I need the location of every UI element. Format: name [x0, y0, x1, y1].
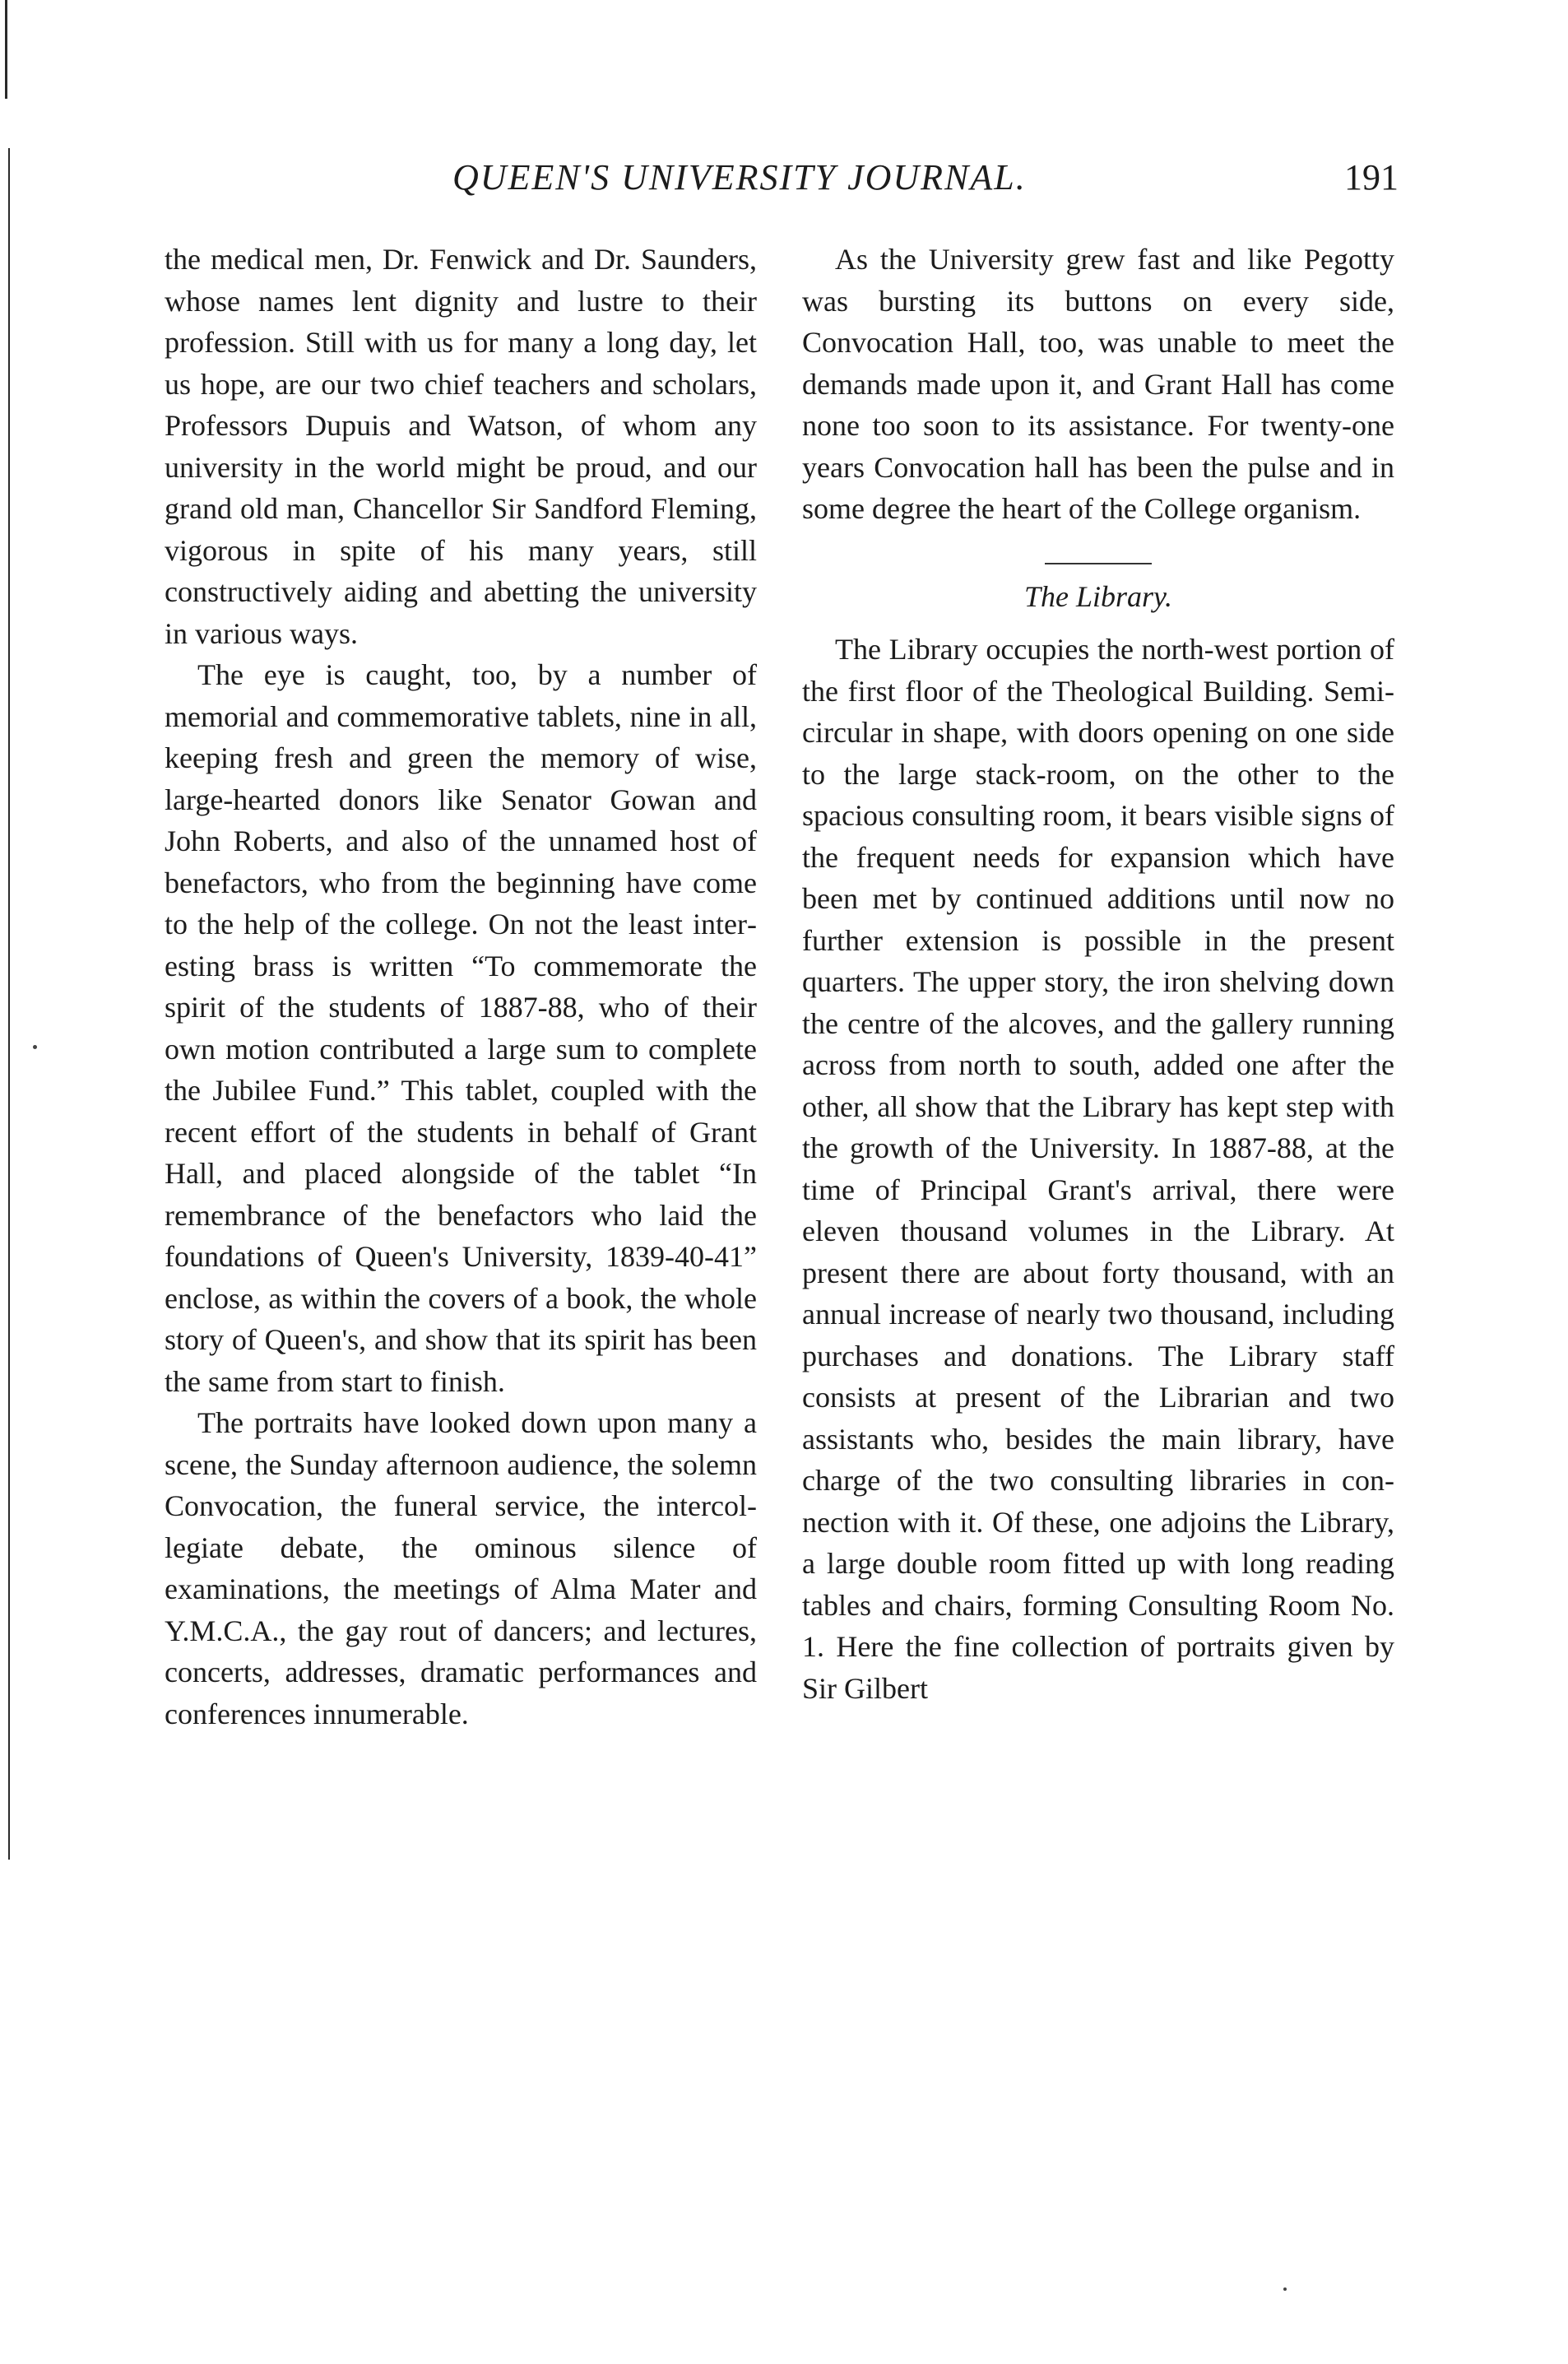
right-column — [802, 239, 1394, 1709]
scan-edge-mark — [8, 148, 10, 1860]
left-paragraph-2: The eye is caught, too, by a number of memorial and commemorative tablets, nine in all, keeping fresh and green the memory of wise, large-hearted donors like Senator Gowan and John Roberts, and also of the unnamed host of benefactors, who from the beginning have come to the help of the college. On not the least interesting brass is written “To commemorate the spirit of the students of 1887-88, who of their own motion contributed a large sum to complete the Jubilee Fund.” This tablet, coupled with the recent effort of the students in behalf of Grant Hall, and placed alongside of the tablet “In remembrance of the benefactors who laid the foundations of Queen's University, 1839-40-41” enclose, as within the covers of a book, the whole story of Queen's, and show that its spirit has been the same from start to finish. — [165, 658, 757, 1398]
ink-speck — [33, 1045, 37, 1049]
left-paragraph-1: the medical men, Dr. Fenwick and Dr. Saunders, whose names lent dignity and lustre to their profession. Still with us for many a long day, let us hope, are our two chief teachers and scholars, Professors Dupuis and Watson, of whom any university in the world might be proud, and our grand old man, Chancellor Sir Sandford Fleming, vigorous in spite of his many years, still constructively aiding and abetting the university in various ways. — [165, 243, 757, 650]
section-title: The Library. — [1023, 579, 1173, 613]
page-number: 191 — [1344, 157, 1399, 197]
scan-edge-mark — [5, 0, 7, 99]
right-library-paragraph: The Library occupies the north-west portion of the first floor of the Theological Building. Semi-circular in shape, with doors opening on one side to the large stack-room, on the other to the spacious consulting room, it bears visible signs of the frequent needs for expansion which have been met by continued additions until now no further extension is possible in the present quarters. The upper story, the iron shelving down the centre of the alcoves, and the gallery running across from north to south, added one after the other, all show that the Library has kept step with the growth of the University. In 1887-88, at the time of Principal Grant's arrival, there were eleven thousand volumes in the Library. At present there are about forty thousand, with an annual increase of nearly two thousand, including purchases and donations. The Library staff consists at present of the Librarian and two assistants who, besides the main library, have charge of the two consulting libraries in connection with it. Of these, one adjoins the Library, a large double room fitted up with long reading tables and chairs, forming Consulting Room No. 1. Here the fine collection of portraits given by Sir Gilbert — [802, 633, 1394, 1705]
running-head: QUEEN'S UNIVERSITY JOURNAL. — [452, 157, 1027, 197]
page-header — [452, 156, 1399, 214]
left-paragraph-3: The portraits have looked down upon many a scene, the Sunday afternoon audience, the solemn Convocation, the funeral service, the intercollegiate debate, the ominous silence of examinations, the meetings of Alma Mater and Y.M.C.A., the gay rout of dancers; and lectures, concerts, addresses, dramatic performances and conferences innumerable. — [165, 1406, 757, 1730]
left-column — [165, 239, 757, 1735]
right-intro-paragraph: As the University grew fast and like Pegotty was bursting its buttons on every side, Convocation Hall, too, was unable to meet the demands made upon it, and Grant Hall has come none too soon to its assistance. For twenty-one years Convocation hall has been the pulse and in some degree the heart of the College organism. — [802, 243, 1394, 525]
section-divider — [1045, 563, 1152, 564]
ink-speck — [1283, 2287, 1287, 2291]
